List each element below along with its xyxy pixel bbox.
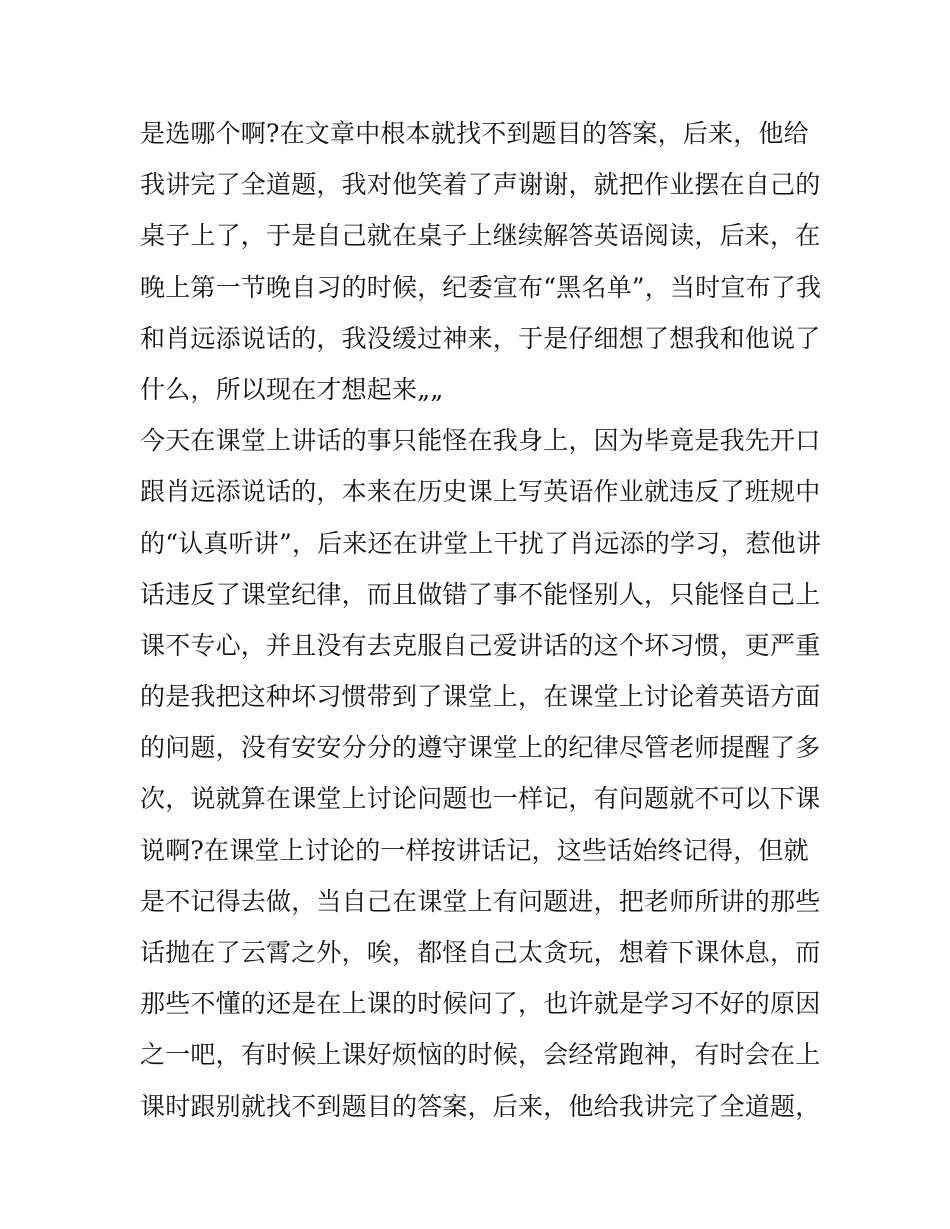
text-line: 桌子上了，于是自己就在桌子上继续解答英语阅读，后来，在 [140,221,821,251]
text-line: 和肖远添说话的，我没缓过神来，于是仔细想了想我和他说了 [140,323,821,353]
body-text [140,108,830,1132]
text-line: 那些不懂的还是在上课的时候问了，也许就是学习不好的原因 [140,989,821,1019]
text-line: 课不专心，并且没有去克服自己爱讲话的这个坏习惯，更严重 [140,630,821,660]
text-line: 晚上第一节晚自习的时候，纪委宣布“黑名单”，当时宣布了我 [140,272,822,302]
text-line: 的是我把这种坏习惯带到了课堂上，在课堂上讨论着英语方面 [140,682,821,712]
text-line: 之一吧，有时候上课好烦恼的时候，会经常跑神，有时会在上 [140,1040,821,1070]
text-line: 今天在课堂上讲话的事只能怪在我身上，因为毕竟是我先开口 [140,426,821,456]
text-line: 的问题，没有安安分分的遵守课堂上的纪律尽管老师提醒了多 [140,733,821,763]
text-line: 我讲完了全道题，我对他笑着了声谢谢，就把作业摆在自己的 [140,170,821,200]
text-line: 话抛在了云霄之外，唉，都怪自己太贪玩，想着下课休息，而 [140,938,821,967]
text-line: 次，说就算在课堂上讨论问题也一样记，有问题就不可以下课 [140,784,821,814]
text-line: 是不记得去做，当自己在课堂上有问题进，把老师所讲的那些 [140,886,821,916]
text-line: 话违反了课堂纪律，而且做错了事不能怪别人，只能怪自己上 [140,579,821,609]
text-line: 的“认真听讲”，后来还在讲堂上干扰了肖远添的学习，惹他讲 [140,528,822,558]
text-line: 跟肖远添说话的，本来在历史课上写英语作业就违反了班规中 [140,477,821,507]
text-line: 是选哪个啊?在文章中根本就找不到题目的答案，后来，他给 [140,119,809,148]
text-line: 课时跟别就找不到题目的答案，后来，他给我讲完了全道题， [140,1091,821,1121]
text-line: 说啊?在课堂上讨论的一样按讲话记，这些话始终记得，但就 [140,835,809,865]
text-line: 什么，所以现在才想起来„„ [140,374,444,404]
